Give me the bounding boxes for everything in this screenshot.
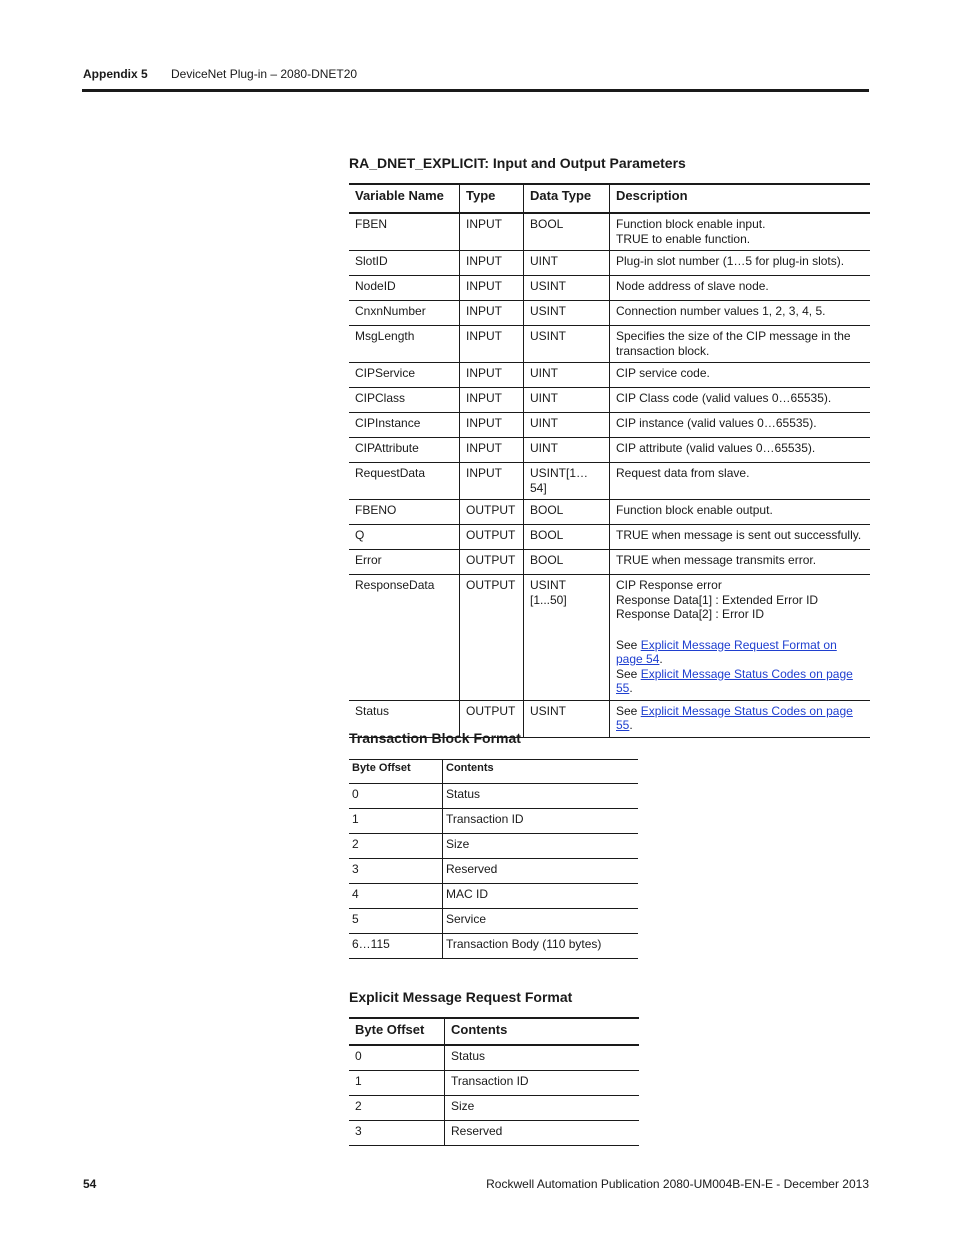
description-line: Function block enable input. (616, 217, 766, 231)
table-row (349, 525, 870, 550)
data-type-line: [1...50] (530, 592, 567, 607)
see-text: See (616, 666, 641, 681)
byte-offset-cell: 6…115 (349, 934, 443, 959)
table-row (349, 1121, 639, 1146)
description-line: CIP attribute (valid values 0…65535). (616, 441, 816, 455)
type-cell: INPUT (460, 438, 524, 463)
table-row (349, 463, 870, 500)
transaction-block-table (349, 759, 638, 959)
table-row (349, 413, 870, 438)
period: . (659, 652, 663, 666)
header-rule (82, 89, 869, 92)
description-line: Response Data[1] : Extended Error ID (616, 592, 819, 607)
variable-name-cell: CnxnNumber (349, 301, 460, 326)
header-title: DeviceNet Plug-in – 2080-DNET20 (171, 67, 358, 81)
table-row (349, 438, 870, 463)
type-cell: INPUT (460, 213, 524, 251)
variable-name-cell: NodeID (349, 276, 460, 301)
table-row (349, 326, 870, 363)
column-header: Byte Offset (349, 1018, 445, 1045)
table-row (349, 1071, 639, 1096)
description-line: Plug-in slot number (1…5 for plug-in slots). (616, 254, 845, 268)
data-type-cell: USINT[1…54] (524, 463, 610, 500)
data-type-cell: USINT (524, 301, 610, 326)
type-cell: INPUT (460, 363, 524, 388)
column-header: Byte Offset (349, 760, 443, 784)
variable-name-cell: MsgLength (349, 326, 460, 363)
table-header-row (349, 184, 870, 213)
variable-name-cell: SlotID (349, 251, 460, 276)
table-row (349, 301, 870, 326)
status-codes-link[interactable]: Explicit Message Status Codes on page 55 (616, 666, 853, 695)
variable-name-cell: Status (349, 700, 460, 737)
type-cell: INPUT (460, 301, 524, 326)
byte-offset-cell: 3 (349, 859, 443, 884)
table-row (349, 213, 870, 251)
request-format-link[interactable]: Explicit Message Request Format on (640, 637, 837, 652)
data-type-cell (524, 575, 610, 701)
description-cell (610, 438, 871, 463)
description-line: Connection number values 1, 2, 3, 4, 5. (616, 304, 826, 318)
type-cell: INPUT (460, 326, 524, 363)
table-row (349, 934, 638, 959)
column-header: Variable Name (349, 184, 460, 213)
description-cell (610, 363, 871, 388)
byte-offset-cell: 2 (349, 834, 443, 859)
table-row (349, 909, 638, 934)
contents-cell: Size (443, 834, 639, 859)
table-row (349, 834, 638, 859)
table-header-row (349, 760, 638, 784)
description-line: transaction block. (616, 343, 710, 358)
see-text: See (616, 637, 641, 652)
type-cell: INPUT (460, 413, 524, 438)
data-type-cell: BOOL (524, 525, 610, 550)
table-row (349, 809, 638, 834)
parameters-table (349, 183, 870, 738)
running-header (83, 67, 358, 81)
description-line: Node address of slave node. (616, 279, 769, 293)
variable-name-cell: FBEN (349, 213, 460, 251)
see-line (616, 652, 864, 667)
see-line (616, 638, 864, 653)
column-header: Description (610, 184, 871, 213)
description-line: Request data from slave. (616, 466, 750, 480)
type-cell: INPUT (460, 388, 524, 413)
table-row (349, 550, 870, 575)
data-type-cell: USINT (524, 700, 610, 737)
see-line (616, 667, 864, 696)
description-cell (610, 550, 871, 575)
table2-title: Transaction Block Format (349, 730, 521, 746)
data-type-cell: BOOL (524, 500, 610, 525)
description-line: TRUE when message transmits error. (616, 553, 817, 567)
contents-cell: Transaction ID (443, 809, 639, 834)
data-type-cell: UINT (524, 363, 610, 388)
variable-name-cell: CIPInstance (349, 413, 460, 438)
description-line: Specifies the size of the CIP message in the (616, 329, 851, 343)
description-cell (610, 388, 871, 413)
type-cell: INPUT (460, 276, 524, 301)
contents-cell: Status (445, 1045, 640, 1071)
page-number: 54 (83, 1177, 97, 1191)
table1-title: RA_DNET_EXPLICIT: Input and Output Parameters (349, 155, 686, 171)
contents-cell: Status (443, 784, 639, 809)
description-cell (610, 276, 871, 301)
type-cell: OUTPUT (460, 700, 524, 737)
data-type-cell: BOOL (524, 213, 610, 251)
table3-title: Explicit Message Request Format (349, 989, 573, 1005)
data-type-cell: UINT (524, 438, 610, 463)
description-cell (610, 525, 871, 550)
contents-cell: Transaction Body (110 bytes) (443, 934, 639, 959)
description-line: CIP instance (valid values 0…65535). (616, 416, 817, 430)
type-cell: OUTPUT (460, 500, 524, 525)
variable-name-cell: FBENO (349, 500, 460, 525)
variable-name-cell: CIPAttribute (349, 438, 460, 463)
column-header: Data Type (524, 184, 610, 213)
data-type-cell: UINT (524, 413, 610, 438)
request-format-link-page[interactable]: page 54 (616, 652, 660, 666)
description-cell (610, 251, 871, 276)
description-line: TRUE when message is sent out successfully. (616, 528, 862, 542)
variable-name-cell: ResponseData (349, 575, 460, 701)
status-codes-link[interactable]: Explicit Message Status Codes on page 55 (616, 703, 853, 732)
variable-name-cell: CIPService (349, 363, 460, 388)
appendix-label: Appendix 5 (83, 67, 148, 81)
byte-offset-cell: 5 (349, 909, 443, 934)
description-cell (610, 413, 871, 438)
byte-offset-cell: 1 (349, 1071, 445, 1096)
type-cell: OUTPUT (460, 525, 524, 550)
table-row (349, 363, 870, 388)
byte-offset-cell: 1 (349, 809, 443, 834)
contents-cell: Reserved (445, 1121, 640, 1146)
description-cell (610, 700, 871, 737)
variable-name-cell: Q (349, 525, 460, 550)
contents-cell: Service (443, 909, 639, 934)
data-type-cell: UINT (524, 388, 610, 413)
byte-offset-cell: 0 (349, 1045, 445, 1071)
byte-offset-cell: 0 (349, 784, 443, 809)
description-cell (610, 326, 871, 363)
description-cell (610, 301, 871, 326)
contents-cell: Transaction ID (445, 1071, 640, 1096)
description-line: Function block enable output. (616, 503, 773, 517)
explicit-request-table (349, 1017, 639, 1146)
contents-cell: Size (445, 1096, 640, 1121)
byte-offset-cell: 4 (349, 884, 443, 909)
description-line: CIP Class code (valid values 0…65535). (616, 391, 832, 405)
table-row (349, 575, 870, 701)
table-row (349, 251, 870, 276)
data-type-line: USINT (530, 578, 566, 592)
table-row (349, 1096, 639, 1121)
variable-name-cell: RequestData (349, 463, 460, 500)
description-cell (610, 500, 871, 525)
description-line: CIP service code. (616, 366, 710, 380)
type-cell: INPUT (460, 463, 524, 500)
type-cell: OUTPUT (460, 550, 524, 575)
variable-name-cell: CIPClass (349, 388, 460, 413)
description-cell (610, 575, 871, 701)
description-line: CIP Response error (616, 578, 722, 592)
spacer (616, 622, 864, 638)
data-type-cell: USINT (524, 326, 610, 363)
data-type-cell: UINT (524, 251, 610, 276)
data-type-cell: USINT (524, 276, 610, 301)
type-cell: OUTPUT (460, 575, 524, 701)
variable-name-cell: Error (349, 550, 460, 575)
table-row (349, 388, 870, 413)
description-line: Response Data[2] : Error ID (616, 607, 765, 621)
description-line: TRUE to enable function. (616, 231, 751, 246)
description-cell (610, 463, 871, 500)
column-header: Type (460, 184, 524, 213)
contents-cell: Reserved (443, 859, 639, 884)
table-row (349, 884, 638, 909)
table-row (349, 500, 870, 525)
table-row (349, 276, 870, 301)
table-header-row (349, 1018, 639, 1045)
column-header: Contents (445, 1018, 640, 1045)
byte-offset-cell: 2 (349, 1096, 445, 1121)
type-cell: INPUT (460, 251, 524, 276)
table-row (349, 859, 638, 884)
description-cell (610, 213, 871, 251)
see-text: See (616, 703, 641, 718)
period: . (629, 681, 633, 695)
column-header: Contents (443, 760, 639, 784)
table-row (349, 784, 638, 809)
publication-info: Rockwell Automation Publication 2080-UM004B-EN-E - December 2013 (486, 1177, 869, 1191)
table-row (349, 1045, 639, 1071)
period: . (629, 718, 633, 732)
data-type-cell: BOOL (524, 550, 610, 575)
byte-offset-cell: 3 (349, 1121, 445, 1146)
contents-cell: MAC ID (443, 884, 639, 909)
